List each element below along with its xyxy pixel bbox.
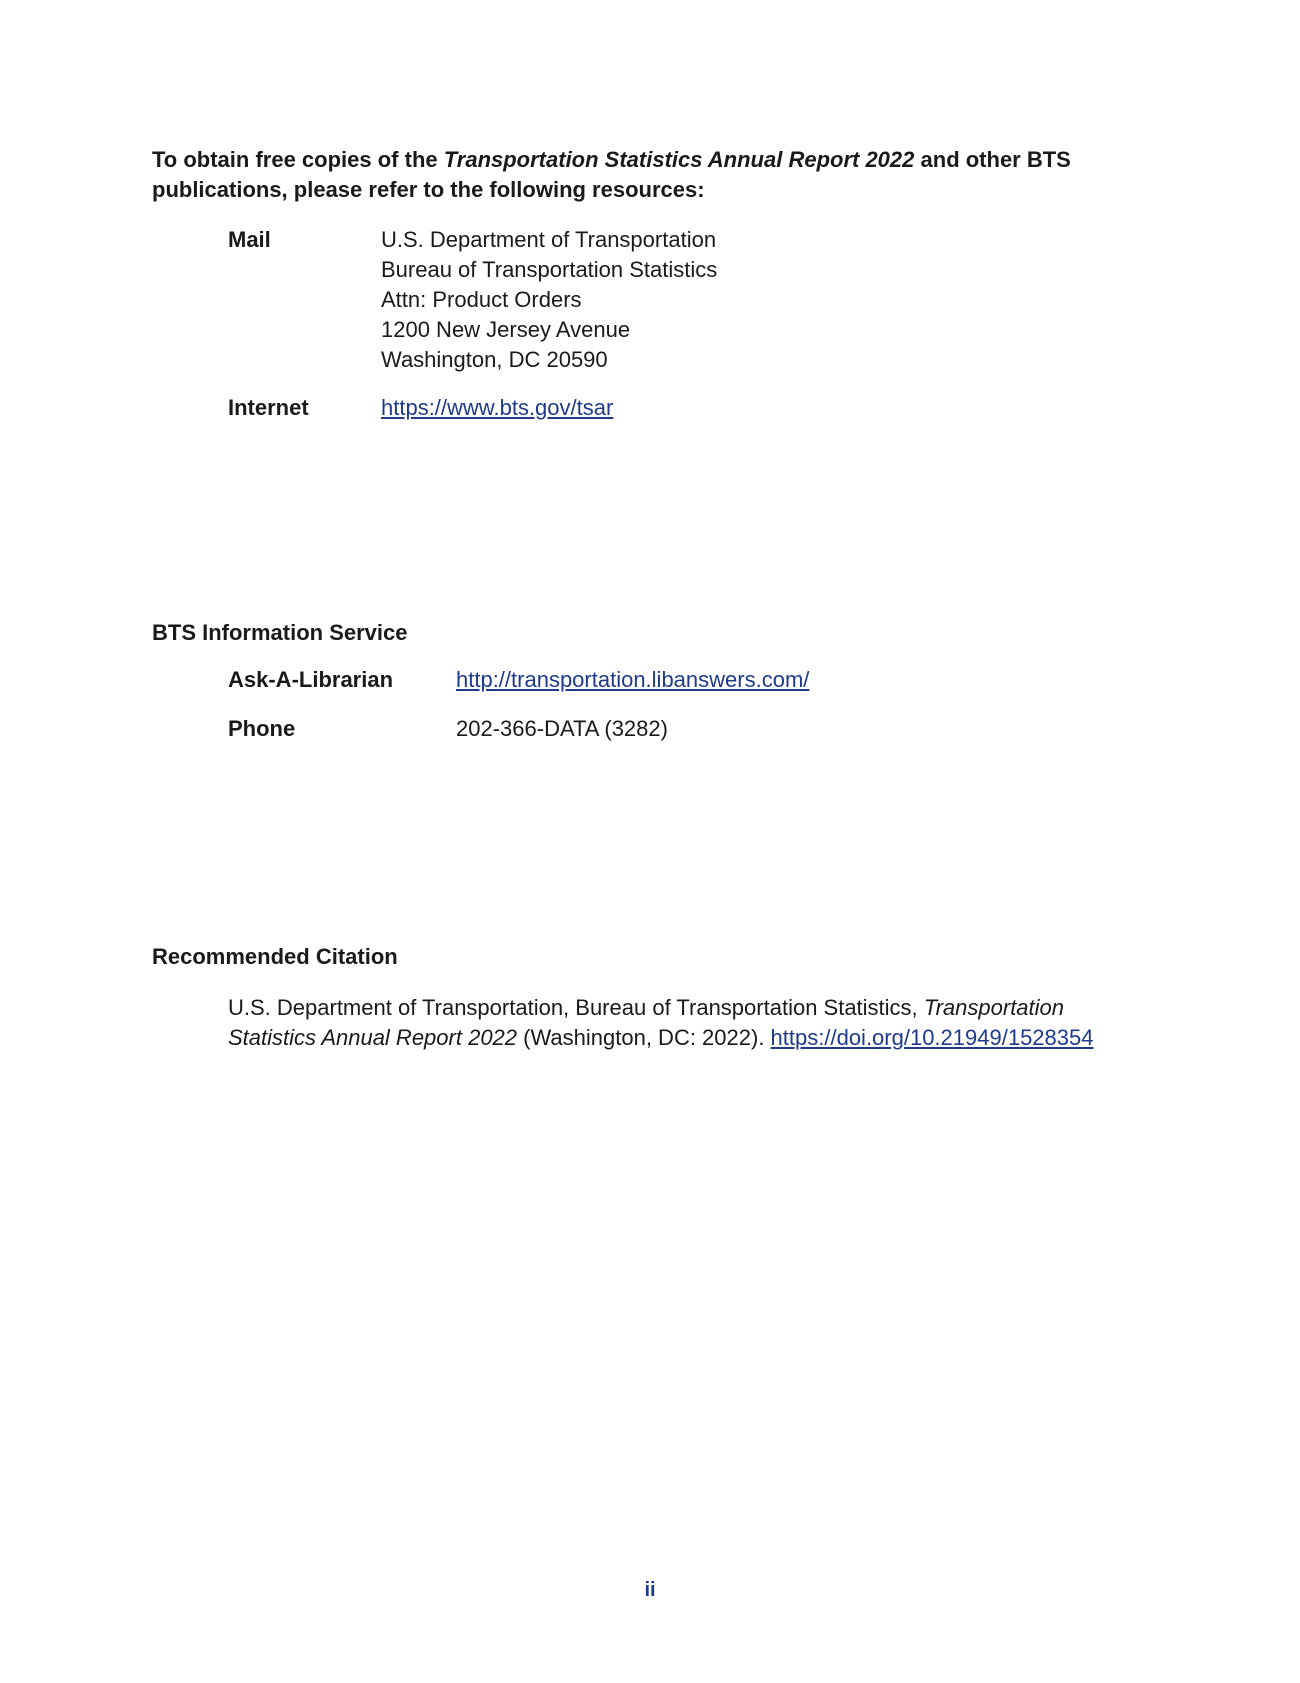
info-service-heading: BTS Information Service	[152, 620, 408, 645]
mail-address-line: U.S. Department of Transportation	[381, 227, 717, 252]
mail-address-line: Attn: Product Orders	[381, 287, 582, 312]
citation-text	[228, 993, 1128, 1053]
mail-address-line: Washington, DC 20590	[381, 347, 608, 372]
mail-label: Mail	[228, 227, 271, 252]
intro-suffix: and other BTS publications, please refer to the following resources:	[152, 147, 1071, 202]
phone-number: 202-366-DATA (3282)	[456, 716, 668, 741]
citation-report-title: Transportation Statistics Annual Report 2022	[228, 995, 1065, 1050]
intro-paragraph	[152, 145, 1112, 205]
mail-address-line: 1200 New Jersey Avenue	[381, 317, 631, 342]
page-number: ii	[644, 1579, 656, 1601]
ask-a-librarian-label: Ask-A-Librarian	[228, 667, 394, 692]
citation-heading: Recommended Citation	[152, 944, 398, 969]
intro-prefix: To obtain free copies of the	[152, 147, 444, 172]
libanswers-link[interactable]: http://transportation.libanswers.com/	[456, 667, 810, 692]
tsar-link[interactable]: https://www.bts.gov/tsar	[381, 395, 614, 420]
doi-link[interactable]: https://doi.org/10.21949/1528354	[770, 1025, 1094, 1050]
report-title: Transportation Statistics Annual Report 2022	[443, 147, 915, 172]
citation-prefix: U.S. Department of Transportation, Bureau of Transportation Statistics,	[228, 995, 924, 1020]
citation-suffix: (Washington, DC: 2022).	[517, 1025, 771, 1050]
mail-address	[381, 225, 717, 375]
mail-address-line: Bureau of Transportation Statistics	[381, 257, 718, 282]
internet-label: Internet	[228, 395, 309, 420]
phone-label: Phone	[228, 716, 296, 741]
